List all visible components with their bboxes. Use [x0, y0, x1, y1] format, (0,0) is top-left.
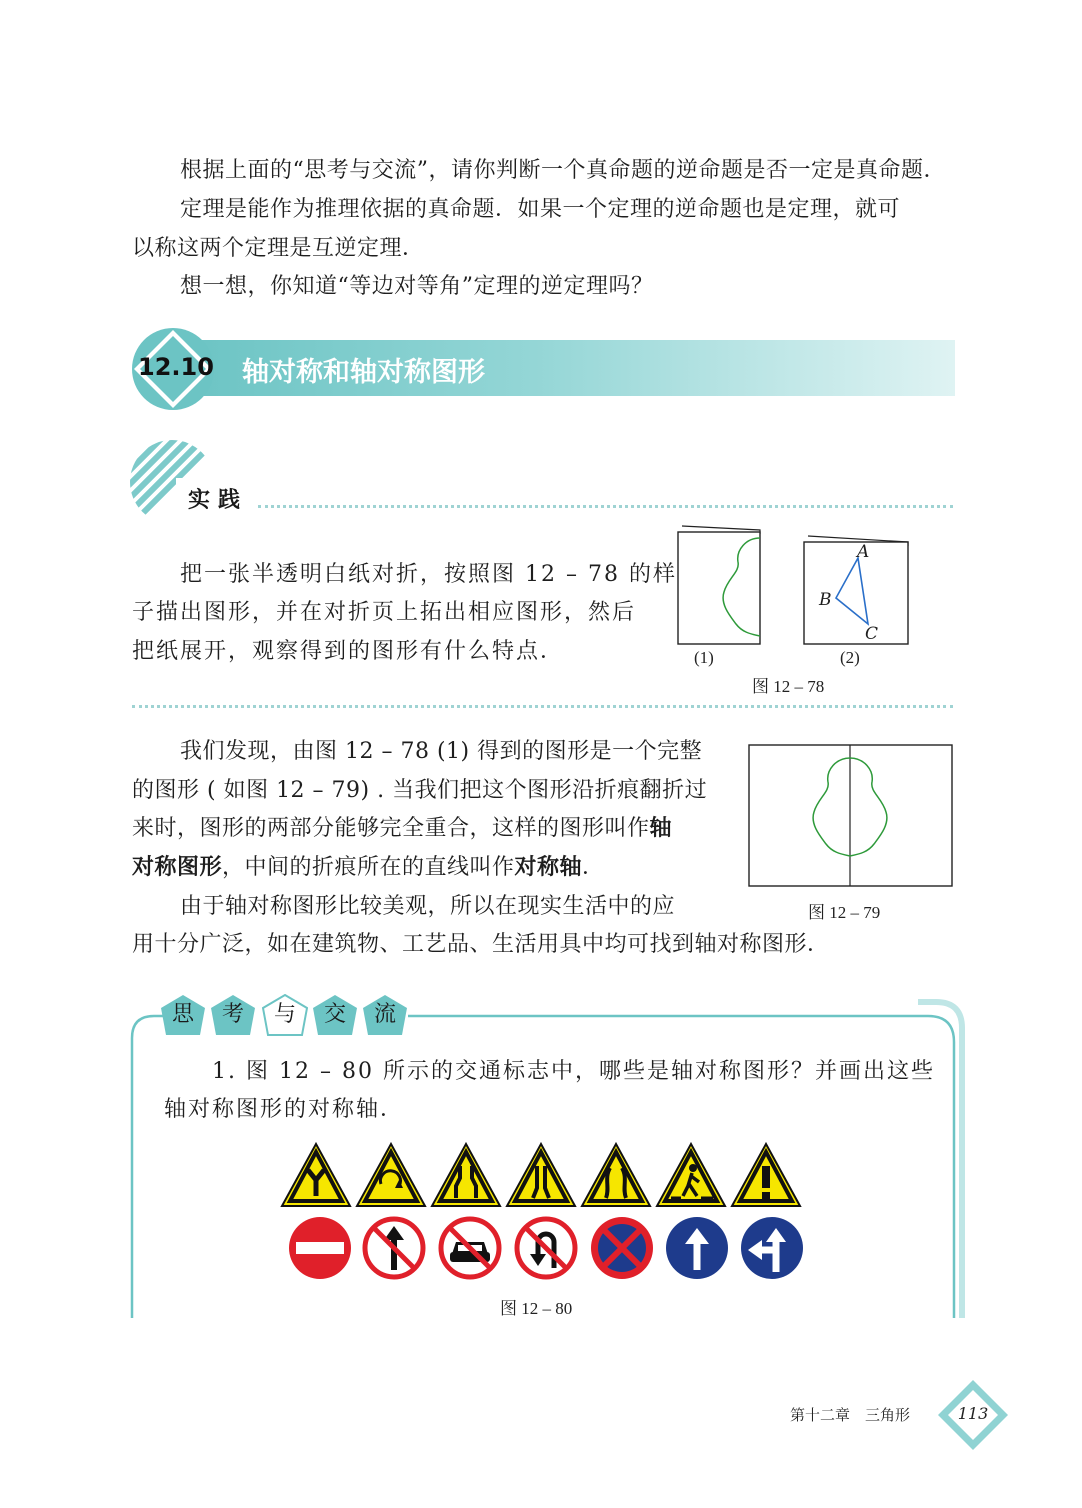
discovery-line-3-text: 来时，图形的两部分能够完全重合，这样的图形叫作: [132, 816, 650, 841]
narrow-road-both-icon: [432, 1144, 500, 1206]
think-char-1: 思: [171, 1002, 194, 1027]
practice-heading: 实践: [188, 488, 249, 513]
fork-road-icon: [282, 1144, 350, 1206]
straight-only-icon: [666, 1217, 728, 1279]
figure-12-80-signs: [280, 1140, 808, 1282]
practice-top-divider: [258, 505, 953, 508]
think-char-2: 考: [221, 1002, 244, 1027]
discovery-line-3: [132, 810, 672, 848]
section-header: [130, 326, 960, 416]
footer-chapter: 第十二章 三角形: [790, 1406, 911, 1424]
discovery-line-4-text: ，中间的折痕所在的直线叫作: [222, 855, 515, 880]
discovery-line-1: 我们发现，由图 12 – 78 (1) 得到的图形是一个完整: [180, 739, 703, 764]
discovery-line-5: 由于轴对称图形比较美观，所以在现实生活中的应: [180, 894, 676, 919]
figure-12-78-vertex-a: A: [857, 542, 870, 562]
figure-12-78-vertex-c: C: [865, 624, 879, 644]
term-axis-of-symmetry: 对称轴: [514, 855, 583, 880]
straight-or-left-icon: [741, 1217, 803, 1279]
think-char-3: 与: [273, 1002, 296, 1027]
think-question-1-line-2: 轴对称图形的对称轴．: [164, 1097, 405, 1122]
intro-line-2: 定理是能作为推理依据的真命题．如果一个定理的逆命题也是定理，就可: [180, 197, 901, 222]
figure-12-78-label-2: (2): [840, 648, 860, 667]
roundabout-icon: [357, 1144, 425, 1206]
think-char-4: 交: [323, 1002, 346, 1027]
practice-text-line-2: 子描出图形，并在对折页上拓出相应图形，然后: [132, 600, 637, 625]
intro-line-1: 根据上面的“思考与交流”，请你判断一个真命题的逆命题是否一定是真命题．: [180, 158, 946, 183]
figure-12-79-caption: 图 12 – 79: [808, 903, 881, 922]
narrow-bridge-icon: [507, 1144, 575, 1206]
think-question-1-line-1: 1. 图 12 – 80 所示的交通标志中，哪些是轴对称图形？并画出这些: [212, 1059, 935, 1084]
discovery-line-4-end: ．: [582, 855, 605, 880]
page-number: 113: [957, 1404, 989, 1423]
caution-exclamation-icon: [732, 1144, 800, 1206]
figure-12-78-label-1: (1): [694, 648, 714, 667]
figure-12-80-caption: 图 12 – 80: [500, 1299, 573, 1318]
discovery-line-2: 的图形 ( 如图 12 – 79) . 当我们把这个图形沿折痕翻折过: [132, 778, 708, 803]
figure-12-79: [748, 744, 954, 888]
term-axis-symmetric-part1: 轴: [649, 816, 673, 841]
discovery-line-4: [132, 849, 605, 887]
figure-12-78-caption: 图 12 – 78: [752, 677, 825, 696]
no-entry-icon: [289, 1217, 351, 1279]
practice-text-line-3: 把纸展开，观察得到的图形有什么特点．: [132, 639, 565, 664]
no-u-turn-icon: [517, 1219, 575, 1277]
term-axis-symmetric-part2: 对称图形: [132, 855, 223, 880]
figure-12-78-vertex-b: B: [819, 590, 832, 610]
section-number: 12.10: [138, 353, 214, 381]
section-title-band: [190, 340, 955, 396]
intro-line-4: 想一想，你知道“等边对等角”定理的逆定理吗？: [180, 274, 654, 299]
discovery-line-6: 用十分广泛，如在建筑物、工艺品、生活用具中均可找到轴对称图形．: [132, 932, 830, 957]
figure-12-78-1: [676, 520, 766, 650]
pedestrian-crossing-icon: [657, 1144, 725, 1206]
no-overtaking-icon: [441, 1219, 499, 1277]
section-title: 轴对称和轴对称图形: [242, 357, 485, 388]
no-straight-icon: [365, 1219, 423, 1277]
no-stopping-icon: [591, 1217, 653, 1279]
intro-line-3: 以称这两个定理是互逆定理．: [132, 236, 425, 261]
practice-bottom-divider: [132, 705, 953, 708]
practice-text-line-1: 把一张半透明白纸对折，按照图 12 – 78 的样: [180, 562, 677, 587]
narrow-road-curve-icon: [582, 1144, 650, 1206]
think-char-5: 流: [373, 1002, 396, 1027]
